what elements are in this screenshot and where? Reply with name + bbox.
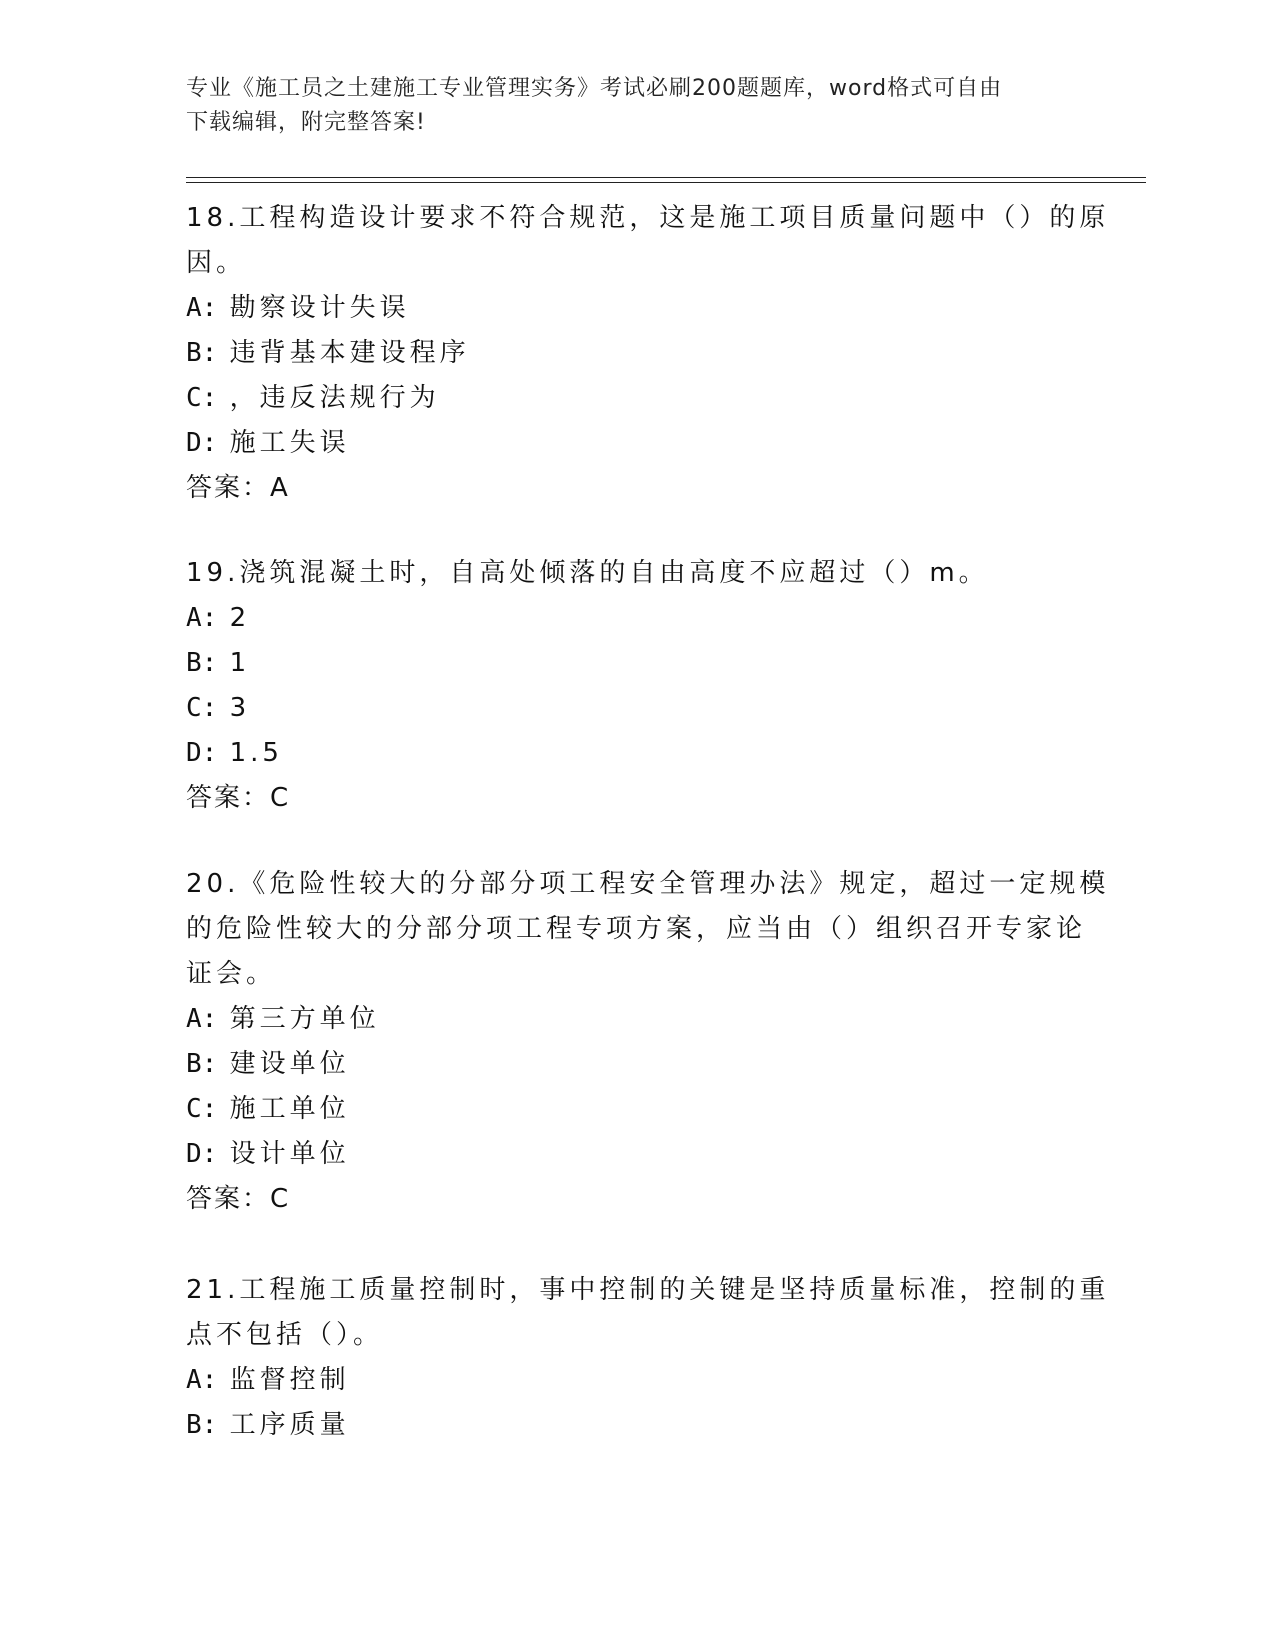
answer-line: 答案：C [186,1184,291,1214]
option-b [186,1403,1086,1448]
question-21 [186,1268,1110,1448]
option-label: B: [186,648,218,678]
option-label: D: [186,1139,218,1169]
option-a [186,286,1086,331]
question-19 [186,551,1086,821]
option-b [186,641,1086,686]
option-text: 1.5 [229,738,283,768]
option-text: 第三方单位 [229,1004,380,1034]
option-label: C: [186,1094,218,1124]
question-stem-line: 证会。 [186,959,277,989]
option-text: 勘察设计失误 [229,293,410,323]
question-stem-line: 的危险性较大的分部分项工程专项方案，应当由（）组织召开专家论 [186,914,1087,944]
option-text: 建设单位 [229,1049,350,1079]
option-text: 2 [229,603,251,633]
option-text: 工序质量 [229,1410,350,1440]
option-c [186,1087,1086,1132]
question-stem-line: 因。 [186,248,247,278]
question-stem-line: 18.工程构造设计要求不符合规范，这是施工项目质量问题中（）的原 [186,203,1110,233]
option-text: 违背基本建设程序 [229,338,470,368]
question-stem-line: 21.工程施工质量控制时，事中控制的关键是坚持质量标准，控制的重 [186,1275,1110,1305]
header-line-1: 专业《施工员之土建施工专业管理实务》考试必刷200题题库，word格式可自由 [186,76,1003,101]
option-text: ，违反法规行为 [229,383,440,413]
option-label: D: [186,428,218,458]
option-label: B: [186,338,218,368]
option-c [186,686,1086,731]
option-b [186,1042,1086,1087]
option-b [186,331,1086,376]
question-stem-line: 20.《危险性较大的分部分项工程安全管理办法》规定，超过一定规模 [186,869,1110,899]
option-label: C: [186,383,218,413]
option-a [186,997,1086,1042]
option-label: A: [186,1365,218,1395]
header-line-2: 下载编辑，附完整答案! [186,110,426,135]
option-text: 施工失误 [229,428,350,458]
question-20 [186,862,1110,1222]
option-text: 1 [229,648,251,678]
option-text: 施工单位 [229,1094,350,1124]
question-18 [186,196,1110,511]
option-label: D: [186,738,218,768]
option-d [186,421,1086,466]
answer-line: 答案：A [186,473,290,503]
option-text: 3 [229,693,251,723]
answer-line: 答案：C [186,783,291,813]
question-stem-line: 点不包括（）。 [186,1320,384,1350]
option-a [186,1358,1086,1403]
option-a [186,596,1086,641]
option-label: A: [186,293,218,323]
header-divider-bottom [186,182,1146,183]
option-label: C: [186,693,218,723]
option-label: A: [186,603,218,633]
question-stem-line: 19.浇筑混凝土时，自高处倾落的自由高度不应超过（）m。 [186,558,989,588]
option-text: 设计单位 [229,1139,350,1169]
option-c [186,376,1086,421]
option-text: 监督控制 [229,1365,350,1395]
option-d [186,1132,1086,1177]
document-header [186,72,1066,140]
header-divider-top [186,177,1146,178]
option-label: B: [186,1410,218,1440]
option-label: A: [186,1004,218,1034]
option-label: B: [186,1049,218,1079]
option-d [186,731,1086,776]
